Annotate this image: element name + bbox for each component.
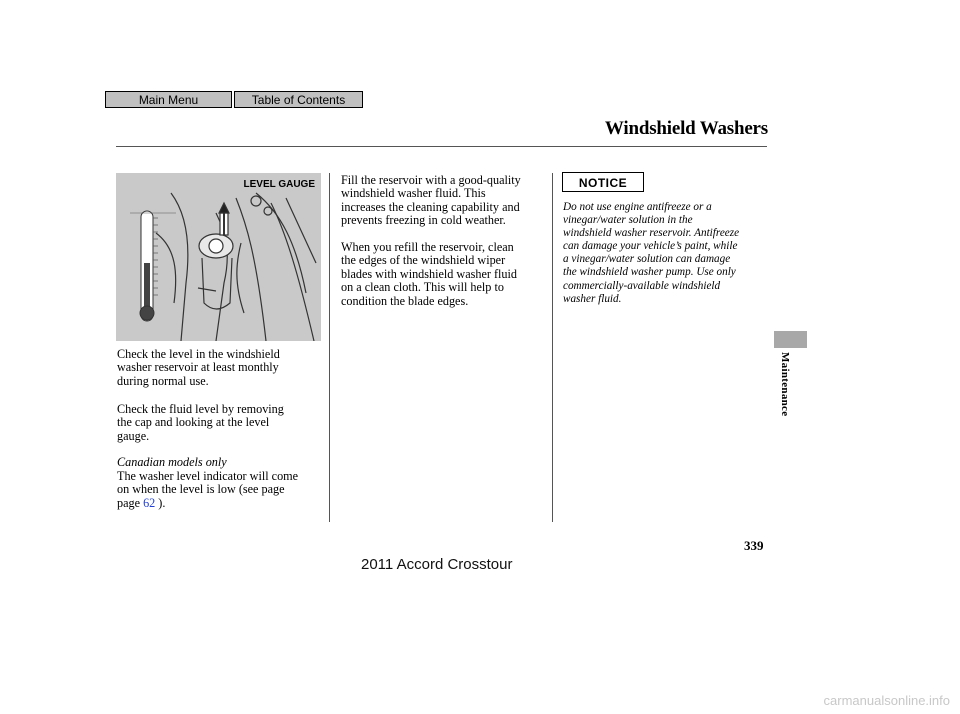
notice-badge: NOTICE [562, 172, 644, 192]
indicator-text-end: ). [155, 495, 166, 510]
indicator-text: The washer level indicator will come on when the level is low (see page page [117, 469, 299, 510]
page-62-link[interactable]: 62 [143, 495, 156, 510]
main-menu-button[interactable]: Main Menu [105, 91, 232, 108]
paragraph-check-fluid: Check the fluid level by removing the cap and looking at the level gauge. [117, 402, 284, 443]
column-divider [552, 173, 553, 522]
header-rule [116, 146, 767, 147]
page-number: 339 [744, 538, 764, 553]
paragraph-level-indicator [117, 470, 327, 510]
level-gauge-figure [116, 173, 321, 341]
model-name: 2011 Accord Crosstour [361, 556, 513, 573]
section-tab [774, 331, 807, 348]
washer-reservoir-illustration [116, 173, 321, 341]
canadian-models-label: Canadian models only [117, 455, 227, 469]
notice-text: Do not use engine antifreeze or a vinegar/water solution in the windshield washer reservoir. Antifreeze can damage your vehicle’s paint, while a vinegar/water solution can damage the windshield washer pump. Use only commercially-available windshield washer fluid. [563, 201, 740, 305]
page-title: Windshield Washers [604, 118, 768, 139]
site-watermark: carmanualsonline.info [823, 693, 950, 708]
table-of-contents-button[interactable]: Table of Contents [234, 91, 363, 108]
figure-label: LEVEL GAUGE [243, 179, 315, 190]
paragraph-fill-reservoir: Fill the reservoir with a good-quality windshield washer fluid. This increases the cleaning capability and prevents freezing in cold weather. [341, 173, 521, 228]
column-divider [329, 173, 330, 522]
section-label: Maintenance [779, 352, 791, 417]
paragraph-refill-clean: When you refill the reservoir, clean the edges of the windshield wiper blades with windshield washer fluid on a clean cloth. This will help to condition the blade edges. [341, 240, 518, 308]
paragraph-check-level: Check the level in the windshield washer reservoir at least monthly during normal use. [117, 347, 280, 388]
